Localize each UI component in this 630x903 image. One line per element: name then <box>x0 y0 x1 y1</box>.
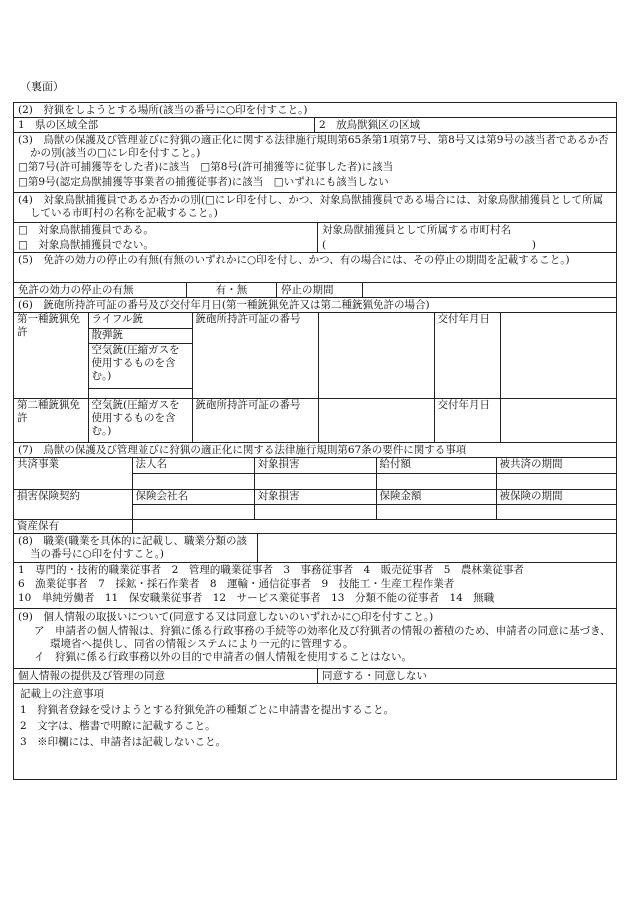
corp-name-field[interactable] <box>132 473 254 489</box>
insurance-period-field[interactable] <box>496 504 616 519</box>
shotgun-label: 散弾銃 <box>88 328 192 343</box>
mutual-aid-label: 共済事業 <box>14 458 132 489</box>
benefit-field[interactable] <box>376 473 496 489</box>
notes-title: 記載上の注意事項 <box>20 688 104 700</box>
section-3-checklist-line-2[interactable]: □第9号(認定鳥獣捕獲等事業者の捕獲従事者)に該当 □いずれにも該当しない <box>18 176 389 189</box>
section-4-options <box>14 223 616 253</box>
capture-member-yes-checkbox[interactable]: □ 対象鳥獣捕獲員である。 <box>18 224 154 236</box>
note-2: 2 文字は、楷書で明瞭に記載すること。 <box>20 720 216 732</box>
privacy-clause-b: イ 狩猟に係る行政事務以外の目的で申請者の個人情報を使用することはない。 <box>34 651 412 664</box>
airgun-label: 空気銃(圧縮ガスを使用するものを含む。) <box>88 343 192 388</box>
consent-row <box>14 669 616 684</box>
note-1: 1 狩猟者登録を受けようとする狩猟免許の種類ごとに申請書を提出すること。 <box>20 704 395 716</box>
section-8-header <box>14 534 616 563</box>
benefit-label: 給付額 <box>376 458 496 473</box>
page-heading: （裏面） <box>20 80 64 93</box>
rifle-label: ライフル銃 <box>88 313 192 328</box>
municipality-label: 対象鳥獣捕獲員として所属する市町村名 <box>322 224 511 236</box>
suspension-period-label: 停止の期間 <box>276 283 362 297</box>
capture-member-no-checkbox[interactable]: □ 対象鳥獣捕獲員でない。 <box>18 239 154 252</box>
assets-label: 資産保有 <box>14 519 132 534</box>
section-2-title: (2) 狩猟をしようとする場所(該当の番号に○印を付すこと。) <box>14 103 616 118</box>
section-3-title: (3) 鳥獣の保護及び管理並びに狩猟の適正化に関する法律施行規則第65条第1項第7号、第8号又は第9号の該当者であるか否かの別(該当の□にレ印を付すこと。) <box>18 134 609 160</box>
suspension-label: 免許の効力の停止の有無 <box>18 284 134 296</box>
insurance-period-label: 被保険の期間 <box>496 489 616 504</box>
type-2-issue-date-label: 交付年月日 <box>434 398 500 443</box>
insurance-damage-label: 対象損害 <box>254 489 376 504</box>
type-2-issue-date-field[interactable] <box>500 398 616 443</box>
paren-close: ) <box>531 239 536 252</box>
privacy-clause-a: ア 申請者の個人情報は、狩猟に係る行政事務の手続等の効率化及び狩猟者の情報の蓄積のため、申請者の同意に基づき、環境省へ提供し、同省の情報システムにより一元的に管理する。 <box>34 625 611 651</box>
mutual-damage-field[interactable] <box>254 473 376 489</box>
section-9-title: (9) 個人情報の取扱いについて(同意する又は同意しないのいずれかに○印を付すこと。) <box>18 611 434 623</box>
section-3-checklist-line-1[interactable]: □第7号(許可捕獲等をした者)に該当 □第8号(許可捕獲等に従事した者)に該当 <box>18 161 394 174</box>
insurance-label: 損害保険契約 <box>14 489 132 519</box>
mutual-period-label: 被共済の期間 <box>496 458 616 473</box>
type-1-issue-date-label: 交付年月日 <box>434 313 500 398</box>
type-1-permit-no-field[interactable] <box>318 313 434 398</box>
suspension-yes-no-choice[interactable]: 有・無 <box>186 283 276 297</box>
section-7-table <box>14 458 616 534</box>
type-2-permit-no-field[interactable] <box>318 398 434 443</box>
hunting-area-option-1[interactable]: 1 県の区域全部 <box>18 119 99 131</box>
hunting-area-option-2[interactable]: 2 放鳥獣猟区の区域 <box>314 118 616 132</box>
section-9 <box>14 609 616 669</box>
notes-section <box>14 684 616 752</box>
section-6-table <box>14 313 616 443</box>
occupation-line-2[interactable]: 6 漁業従事者 7 採鉱・採石作業者 8 運輸・通信従事者 9 技能工・生産工程作業者 <box>18 578 455 590</box>
consent-label: 個人情報の提供及び管理の同意 <box>18 670 165 682</box>
note-3: 3 ※印欄には、申請者は記載しないこと。 <box>20 736 227 748</box>
mutual-period-field[interactable] <box>496 473 616 489</box>
application-form-back <box>13 102 617 780</box>
section-6-title: (6) 銃砲所持許可証の番号及び交付年月日(第一種銃猟免許又は第二種銃猟免許の場合) <box>14 298 616 313</box>
municipality-name-field[interactable] <box>318 238 616 253</box>
type-1-permit-no-label: 銃砲所持許可証の番号 <box>192 313 318 398</box>
type-1-issue-date-field[interactable] <box>500 313 616 398</box>
type-2-license-label: 第二種銃猟免許 <box>14 398 88 443</box>
type-1-blank-cell <box>88 388 192 398</box>
paren-open: ( <box>322 239 327 252</box>
type-1-license-label: 第一種銃猟免許 <box>14 313 88 398</box>
section-2-options <box>14 118 616 133</box>
occupation-line-1[interactable]: 1 専門的・技術的職業従事者 2 管理的職業従事者 3 事務従事者 4 販売従事者 5 農林業従事者 <box>18 564 524 576</box>
section-4-title: (4) 対象鳥獣捕獲員であるか否かの別(□にレ印を付し、かつ、対象鳥獣捕獲員である場合には、対象鳥獣捕獲員として所属している市町村の名称を記載すること。) <box>14 193 616 223</box>
corp-name-label: 法人名 <box>132 458 254 473</box>
occupation-line-3[interactable]: 10 単純労働者 11 保安職業従事者 12 サービス業従事者 13 分類不能の従事者 14 無職 <box>18 592 495 604</box>
insured-amount-label: 保険金額 <box>376 489 496 504</box>
occupation-classification <box>14 563 616 609</box>
type-2-airgun-label: 空気銃(圧縮ガスを使用するものを含む。) <box>88 398 192 443</box>
insured-amount-field[interactable] <box>376 504 496 519</box>
suspension-period-field[interactable] <box>362 283 616 297</box>
section-5-row <box>14 283 616 298</box>
section-5-title: (5) 免許の効力の停止の有無(有無のいずれかに○印を付し、かつ、有の場合には、その停止の期間を記載すること。) <box>14 253 616 283</box>
insurer-label: 保険会社名 <box>132 489 254 504</box>
section-8-title: (8) 職業(職業を具体的に記載し、職業分類の該当の番号に○印を付すこと。) <box>14 534 258 562</box>
type-2-permit-no-label: 銃砲所持許可証の番号 <box>192 398 318 443</box>
assets-field[interactable] <box>132 519 616 534</box>
insurance-damage-field[interactable] <box>254 504 376 519</box>
insurer-field[interactable] <box>132 504 254 519</box>
occupation-field[interactable] <box>258 534 616 562</box>
section-7-title: (7) 鳥獣の保護及び管理並びに狩猟の適正化に関する法律施行規則第67条の要件に関する事項 <box>14 443 616 458</box>
consent-choice[interactable]: 同意する・同意しない <box>317 669 616 683</box>
section-3 <box>14 133 616 193</box>
mutual-damage-label: 対象損害 <box>254 458 376 473</box>
